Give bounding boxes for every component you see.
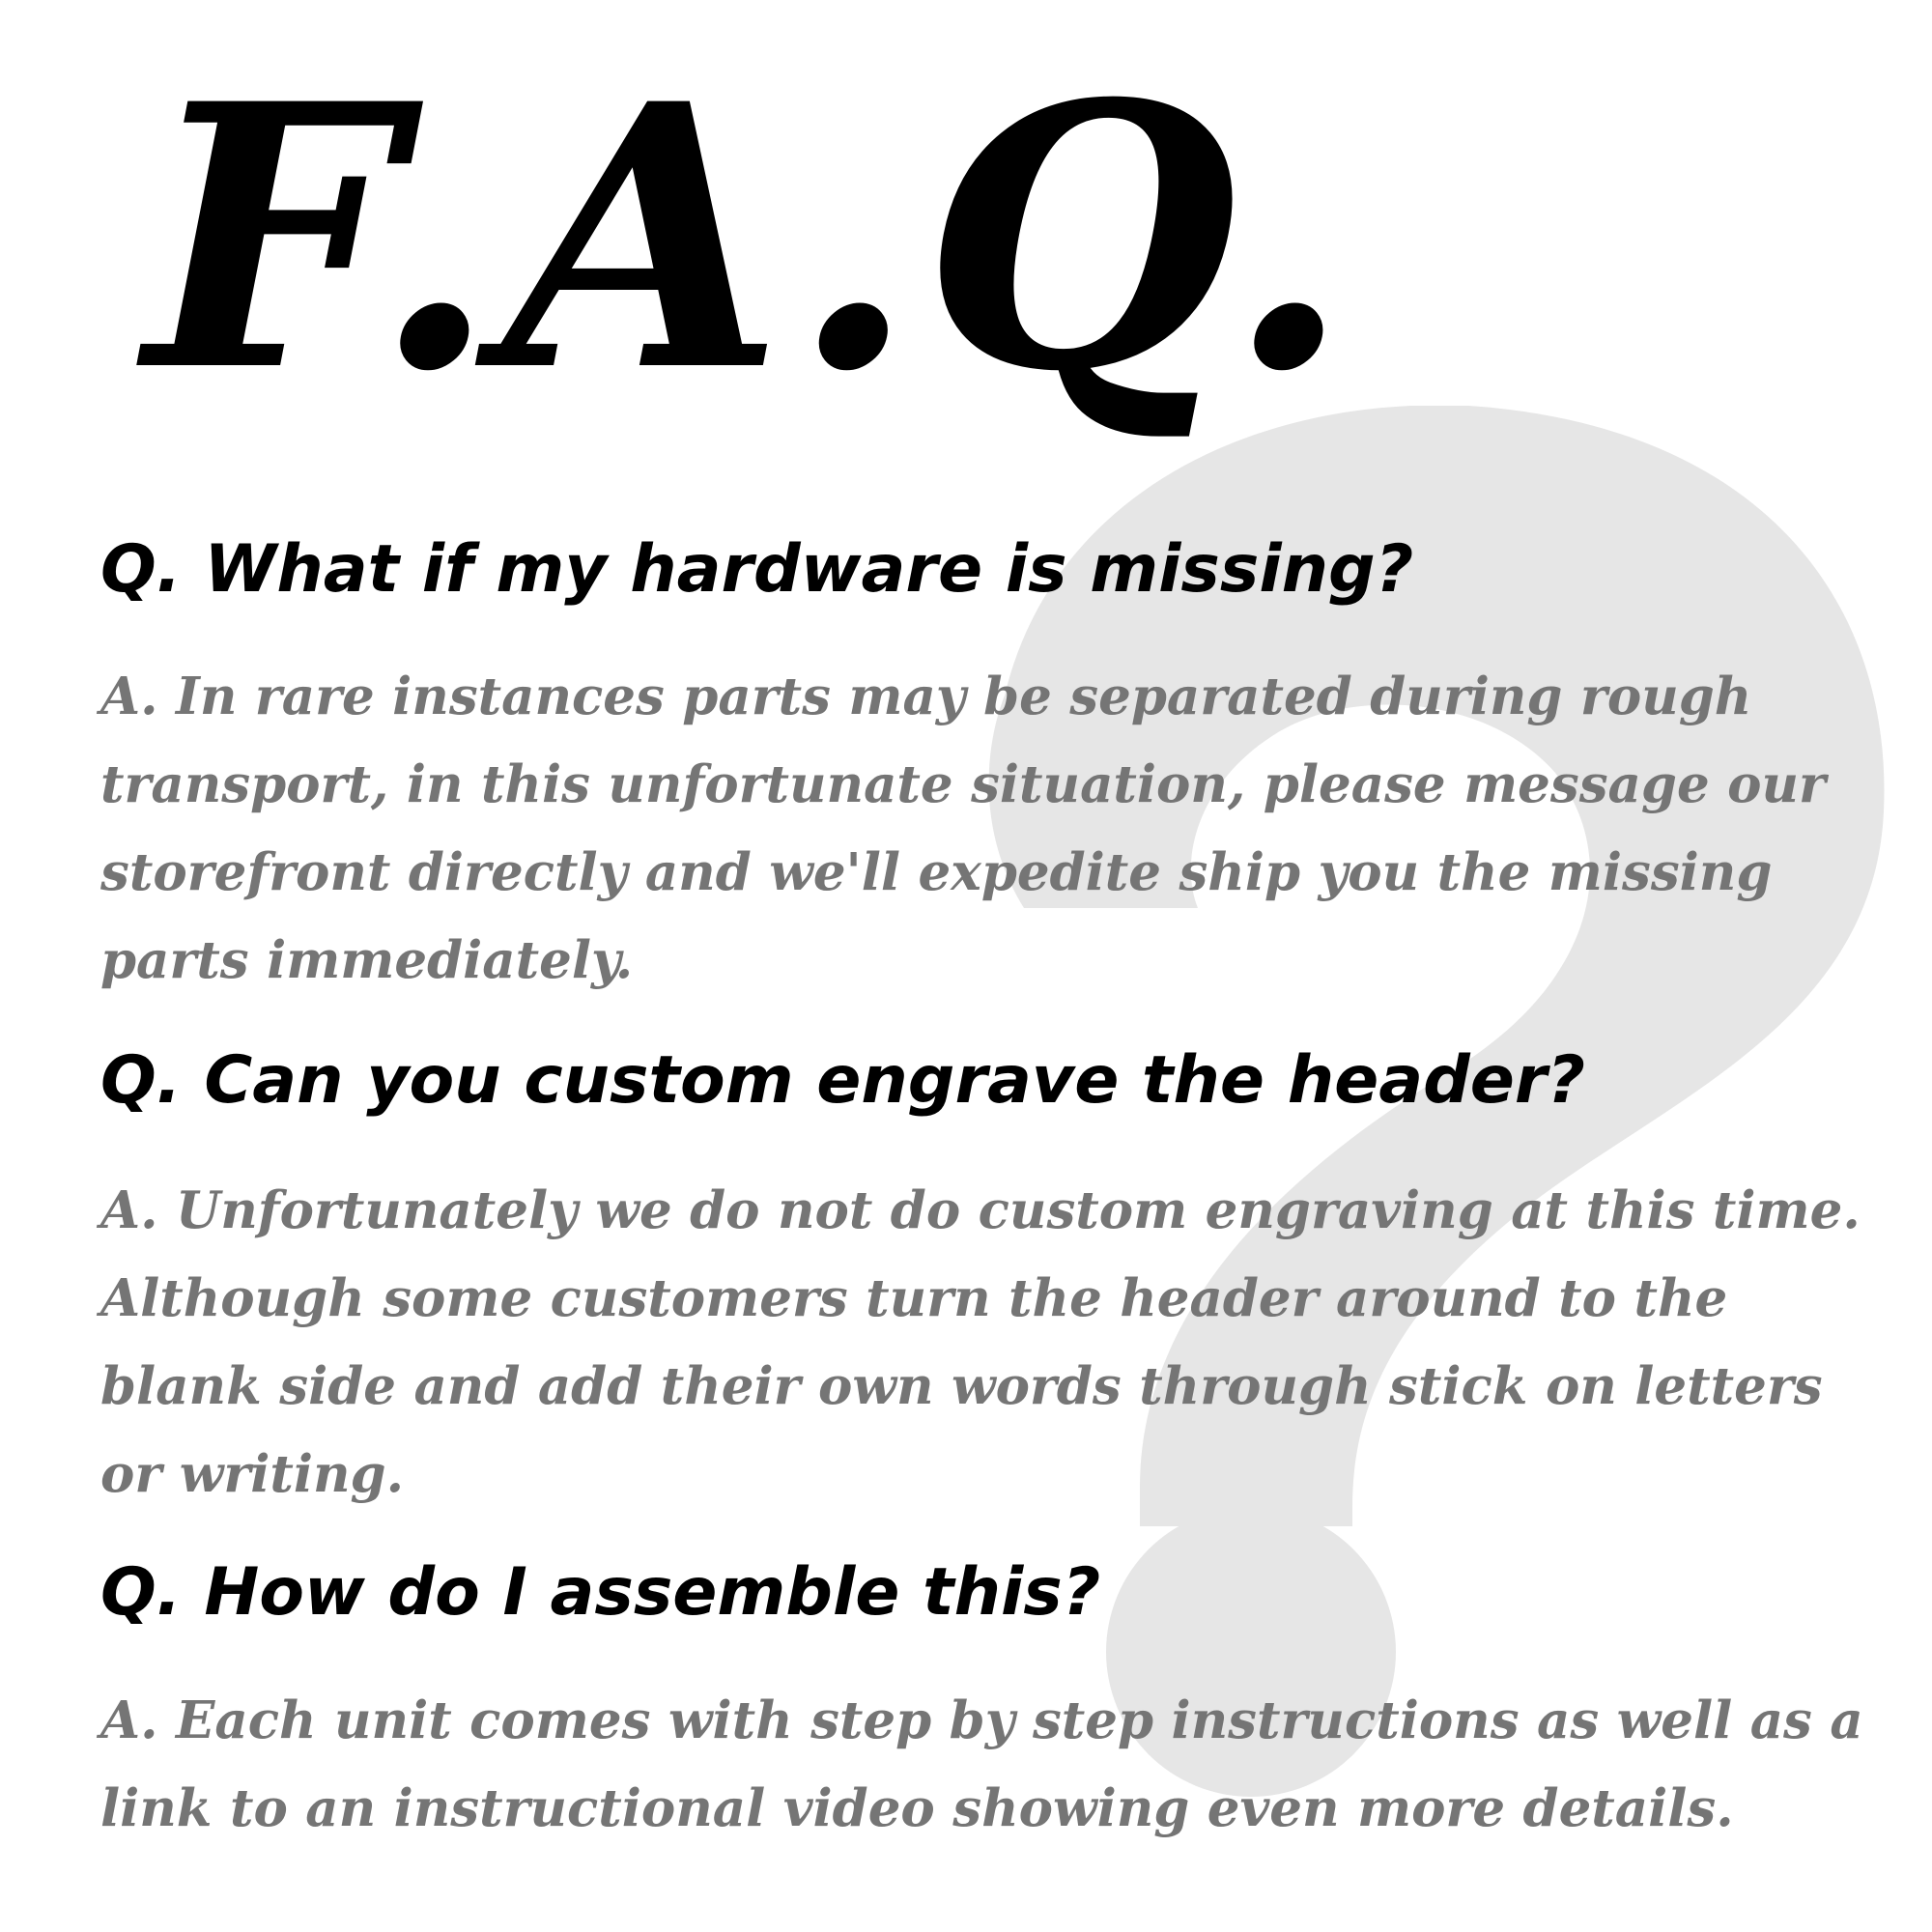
page-title: F.A.Q. [145,26,1358,451]
faq-answer-custom-engrave: A. Unfortunately we do not do custom engraving at this time. Although some customers turn the header around to the blank side and add their own words through stick on letters or writing. [100,1180,1861,1504]
faq-question-hardware-missing: Q. What if my hardware is missing? [100,531,1414,608]
faq-answer-hardware-missing: A. In rare instances parts may be separated during rough transport, in this unfortunate situation, please message our storefront directly and we'll expedite ship you the missing parts immediately. [100,667,1826,990]
faq-question-assemble: Q. How do I assemble this? [100,1554,1101,1631]
faq-answer-assemble: A. Each unit comes with step by step instructions as well as a link to an instructional video showing even more details. [100,1690,1863,1838]
faq-question-custom-engrave: Q. Can you custom engrave the header? [100,1042,1585,1119]
